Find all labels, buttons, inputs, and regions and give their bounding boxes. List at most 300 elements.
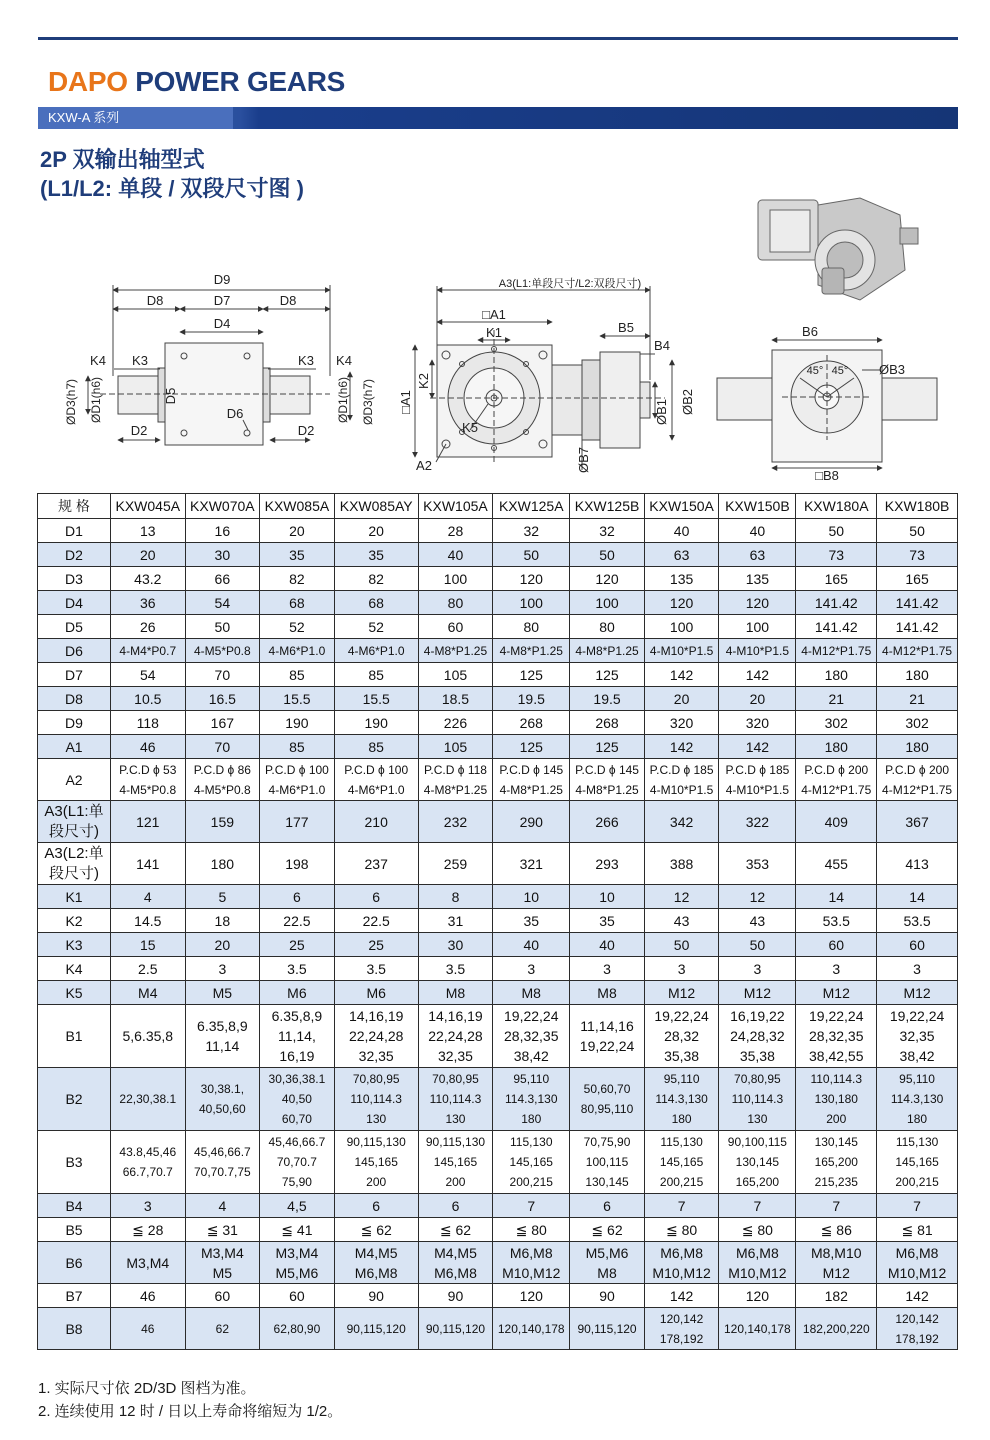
table-cell: 100	[570, 591, 645, 615]
table-cell: 21	[877, 687, 958, 711]
table-cell: 3	[493, 957, 570, 981]
table-cell: 7	[796, 1194, 877, 1218]
table-cell: 100	[644, 615, 719, 639]
table-cell: 10.5	[111, 687, 186, 711]
table-cell: 4-M10*P1.5	[644, 639, 719, 663]
table-cell: 16.5	[185, 687, 260, 711]
table-cell: 40	[418, 543, 493, 567]
table-cell: 82	[260, 567, 335, 591]
table-cell: 180	[185, 843, 260, 885]
table-row	[38, 687, 958, 711]
dim-k4-left: K4	[90, 353, 106, 368]
top-view-drawing	[717, 340, 937, 468]
table-cell: 19.5	[570, 687, 645, 711]
table-cell: 35	[570, 909, 645, 933]
table-cell: 95,110 114.3,130 180	[644, 1068, 719, 1131]
table-cell: 180	[877, 735, 958, 759]
table-cell: 90,115,120	[418, 1308, 493, 1350]
table-cell: 3	[111, 1194, 186, 1218]
table-cell: 21	[796, 687, 877, 711]
row-label: B1	[38, 1005, 111, 1068]
top-rule	[38, 37, 958, 40]
table-cell: 30,36,38.1 40,50 60,70	[260, 1068, 335, 1131]
table-cell: 180	[877, 663, 958, 687]
table-cell: M6	[334, 981, 418, 1005]
table-cell: 142	[644, 1284, 719, 1308]
table-cell: 182	[796, 1284, 877, 1308]
table-cell: 120	[719, 1284, 796, 1308]
table-cell: M3,M4	[111, 1242, 186, 1284]
table-cell: 80	[418, 591, 493, 615]
table-cell: 90,115,120	[334, 1308, 418, 1350]
model-header: KXW085A	[260, 494, 335, 519]
table-cell: 198	[260, 843, 335, 885]
table-row	[38, 801, 958, 843]
table-cell: 268	[570, 711, 645, 735]
table-cell: 46	[111, 1284, 186, 1308]
table-row	[38, 843, 958, 885]
table-row	[38, 1068, 958, 1131]
model-header: KXW105A	[418, 494, 493, 519]
table-cell: 63	[644, 543, 719, 567]
row-label: D1	[38, 519, 111, 543]
table-cell: 80	[570, 615, 645, 639]
table-cell: M6,M8 M10,M12	[493, 1242, 570, 1284]
table-cell: M6	[260, 981, 335, 1005]
table-cell: 50	[493, 543, 570, 567]
table-cell: 2.5	[111, 957, 186, 981]
dim-a1: □A1	[482, 307, 506, 322]
dim-d2-right: D2	[297, 423, 315, 438]
table-cell: M5	[185, 981, 260, 1005]
table-cell: 105	[418, 735, 493, 759]
table-row	[38, 663, 958, 687]
table-cell: 60	[796, 933, 877, 957]
table-cell: 12	[719, 885, 796, 909]
row-label: D6	[38, 639, 111, 663]
table-cell: 100	[418, 567, 493, 591]
table-cell: 22.5	[260, 909, 335, 933]
table-cell: 388	[644, 843, 719, 885]
table-cell: ≦ 86	[796, 1218, 877, 1242]
table-cell: 10	[570, 885, 645, 909]
table-cell: 50	[644, 933, 719, 957]
row-label: A1	[38, 735, 111, 759]
table-row	[38, 933, 958, 957]
table-cell: 165	[796, 567, 877, 591]
dim-b6: B6	[802, 324, 818, 339]
table-cell: 43	[719, 909, 796, 933]
table-cell: 5	[185, 885, 260, 909]
table-cell: 14.5	[111, 909, 186, 933]
table-cell: 30,38.1, 40,50,60	[185, 1068, 260, 1131]
table-cell: 130,145 165,200 215,235	[796, 1131, 877, 1194]
table-cell: 322	[719, 801, 796, 843]
row-label: A2	[38, 759, 111, 801]
table-cell: 35	[493, 909, 570, 933]
table-cell: 90	[570, 1284, 645, 1308]
model-header: KXW045A	[111, 494, 186, 519]
table-cell: 70,80,95 110,114.3 130	[719, 1068, 796, 1131]
dim-d6: D6	[226, 406, 244, 421]
dim-a3: A3(L1:单段尺寸/L2:双段尺寸)	[498, 278, 642, 290]
table-row	[38, 1131, 958, 1194]
row-label: B6	[38, 1242, 111, 1284]
table-cell: 54	[111, 663, 186, 687]
table-cell: 342	[644, 801, 719, 843]
table-cell: M4,M5 M6,M8	[418, 1242, 493, 1284]
table-cell: 3	[719, 957, 796, 981]
table-cell: 35	[260, 543, 335, 567]
table-cell: 70,75,90 100,115 130,145	[570, 1131, 645, 1194]
table-cell: 141	[111, 843, 186, 885]
table-cell: 50	[185, 615, 260, 639]
table-cell: P.C.D ϕ 145 4-M8*P1.25	[570, 759, 645, 801]
row-label: D2	[38, 543, 111, 567]
table-cell: 100	[493, 591, 570, 615]
table-cell: 321	[493, 843, 570, 885]
table-cell: ≦ 28	[111, 1218, 186, 1242]
table-cell: 232	[418, 801, 493, 843]
table-row	[38, 735, 958, 759]
note-1: 1. 实际尺寸依 2D/3D 图档为准。	[38, 1380, 256, 1397]
table-cell: 121	[111, 801, 186, 843]
table-cell: 6	[334, 885, 418, 909]
table-cell: 4-M6*P1.0	[334, 639, 418, 663]
dim-a1-vertical: □A1	[398, 390, 413, 414]
table-cell: 167	[185, 711, 260, 735]
dim-d7: D7	[213, 293, 231, 308]
table-cell: 4-M5*P0.8	[185, 639, 260, 663]
table-cell: 70,80,95 110,114.3 130	[334, 1068, 418, 1131]
table-cell: 62,80,90	[260, 1308, 335, 1350]
table-cell: 413	[877, 843, 958, 885]
table-cell: P.C.D ϕ 53 4-M5*P0.8	[111, 759, 186, 801]
dim-b8: □B8	[815, 468, 839, 483]
table-cell: 95,110 114.3,130 180	[877, 1068, 958, 1131]
table-cell: 120,142 178,192	[877, 1308, 958, 1350]
table-cell: 19,22,24 32,35 38,42	[877, 1005, 958, 1068]
table-cell: 120	[493, 1284, 570, 1308]
dim-d3-left: ØD3(h7)	[64, 378, 78, 426]
table-cell: M12	[877, 981, 958, 1005]
dim-d8-left: D8	[146, 293, 164, 308]
table-cell: ≦ 62	[334, 1218, 418, 1242]
angle-45-right: 45°	[831, 365, 849, 377]
note-2: 2. 连续使用 12 时 / 日以上寿命将缩短为 1/2。	[38, 1403, 343, 1420]
table-row	[38, 711, 958, 735]
table-row	[38, 615, 958, 639]
table-cell: 190	[334, 711, 418, 735]
table-cell: P.C.D ϕ 118 4-M8*P1.25	[418, 759, 493, 801]
table-cell: 320	[719, 711, 796, 735]
table-cell: ≦ 41	[260, 1218, 335, 1242]
table-cell: 19,22,24 28,32,35 38,42	[493, 1005, 570, 1068]
table-cell: 70,80,95 110,114.3 130	[418, 1068, 493, 1131]
table-cell: 11,14,16 19,22,24	[570, 1005, 645, 1068]
table-cell: 290	[493, 801, 570, 843]
table-cell: 14	[796, 885, 877, 909]
table-cell: P.C.D ϕ 100 4-M6*P1.0	[260, 759, 335, 801]
table-cell: M6,M8 M10,M12	[644, 1242, 719, 1284]
table-cell: 125	[570, 735, 645, 759]
table-cell: 4	[111, 885, 186, 909]
table-cell: 165	[877, 567, 958, 591]
table-cell: 3.5	[260, 957, 335, 981]
table-body	[38, 519, 958, 1350]
table-row	[38, 981, 958, 1005]
model-header: KXW125A	[493, 494, 570, 519]
table-cell: 45,46,66.7 70,70.7,75	[185, 1131, 260, 1194]
row-label: D3	[38, 567, 111, 591]
table-cell: M12	[644, 981, 719, 1005]
table-row	[38, 1218, 958, 1242]
table-cell: 293	[570, 843, 645, 885]
table-row	[38, 1005, 958, 1068]
table-cell: 353	[719, 843, 796, 885]
table-cell: 90,115,130 145,165 200	[418, 1131, 493, 1194]
table-cell: 177	[260, 801, 335, 843]
table-cell: 455	[796, 843, 877, 885]
angle-45-left: 45°	[806, 365, 824, 377]
gearbox-3d-image	[758, 198, 918, 300]
page-subtitle: (L1/L2: 单段 / 双段尺寸图 )	[40, 176, 305, 201]
table-cell: 85	[260, 663, 335, 687]
table-cell: 237	[334, 843, 418, 885]
spec-table	[37, 493, 958, 1350]
table-cell: 82	[334, 567, 418, 591]
table-row	[38, 957, 958, 981]
table-cell: 25	[260, 933, 335, 957]
table-cell: ≦ 62	[570, 1218, 645, 1242]
table-cell: 46	[111, 1308, 186, 1350]
table-cell: 4-M12*P1.75	[877, 639, 958, 663]
table-cell: 120,142 178,192	[644, 1308, 719, 1350]
table-cell: 141.42	[877, 591, 958, 615]
table-cell: 13	[111, 519, 186, 543]
table-cell: 3	[185, 957, 260, 981]
table-cell: 50	[877, 519, 958, 543]
table-cell: M4,M5 M6,M8	[334, 1242, 418, 1284]
table-row	[38, 1284, 958, 1308]
table-row	[38, 519, 958, 543]
table-cell: 142	[719, 735, 796, 759]
table-cell: 7	[877, 1194, 958, 1218]
dim-b4: B4	[654, 338, 670, 353]
table-row	[38, 759, 958, 801]
table-cell: 135	[644, 567, 719, 591]
table-cell: 142	[719, 663, 796, 687]
dim-k5: K5	[462, 420, 478, 435]
table-cell: 6.35,8,9 11,14	[185, 1005, 260, 1068]
table-cell: 18.5	[418, 687, 493, 711]
table-cell: ≦ 81	[877, 1218, 958, 1242]
table-cell: 302	[796, 711, 877, 735]
dim-d3-right: ØD3(h7)	[361, 378, 375, 426]
table-cell: 53.5	[796, 909, 877, 933]
table-cell: 14	[877, 885, 958, 909]
dim-b3: ØB3	[878, 362, 906, 377]
table-cell: 320	[644, 711, 719, 735]
table-cell: M4	[111, 981, 186, 1005]
table-cell: 53.5	[877, 909, 958, 933]
table-cell: 43.8,45,46 66.7,70.7	[111, 1131, 186, 1194]
table-cell: 142	[877, 1284, 958, 1308]
table-cell: 180	[796, 735, 877, 759]
table-cell: 50	[796, 519, 877, 543]
table-row	[38, 567, 958, 591]
table-cell: 120	[719, 591, 796, 615]
table-cell: 18	[185, 909, 260, 933]
table-cell: 52	[334, 615, 418, 639]
row-label: K2	[38, 909, 111, 933]
table-cell: M8	[570, 981, 645, 1005]
table-cell: 14,16,19 22,24,28 32,35	[334, 1005, 418, 1068]
table-cell: M5,M6 M8	[570, 1242, 645, 1284]
table-cell: 22.5	[334, 909, 418, 933]
table-cell: 190	[260, 711, 335, 735]
table-cell: M3,M4 M5,M6	[260, 1242, 335, 1284]
row-label: B8	[38, 1308, 111, 1350]
table-cell: 125	[493, 735, 570, 759]
table-cell: 6	[260, 885, 335, 909]
table-cell: 4-M8*P1.25	[418, 639, 493, 663]
table-cell: 7	[644, 1194, 719, 1218]
row-label: A3(L2:单 段尺寸)	[38, 843, 111, 885]
series-tab: KXW-A 系列	[38, 107, 233, 129]
row-label: K1	[38, 885, 111, 909]
table-cell: 85	[334, 663, 418, 687]
table-cell: 3	[570, 957, 645, 981]
table-cell: 20	[719, 687, 796, 711]
table-cell: 50,60,70 80,95,110	[570, 1068, 645, 1131]
table-cell: 266	[570, 801, 645, 843]
table-cell: 45,46,66.7 70,70.7 75,90	[260, 1131, 335, 1194]
dim-b1: ØB1	[654, 398, 669, 426]
table-cell: 68	[260, 591, 335, 615]
table-cell: 110,114.3 130,180 200	[796, 1068, 877, 1131]
table-cell: M12	[719, 981, 796, 1005]
table-cell: P.C.D ϕ 200 4-M12*P1.75	[877, 759, 958, 801]
table-cell: 409	[796, 801, 877, 843]
table-cell: 4-M6*P1.0	[260, 639, 335, 663]
table-cell: 90,115,120	[570, 1308, 645, 1350]
dim-k4-right: K4	[336, 353, 352, 368]
table-cell: 19,22,24 28,32,35 38,42,55	[796, 1005, 877, 1068]
dim-d1-right: ØD1(h6)	[336, 376, 350, 424]
dim-k2: K2	[416, 373, 431, 389]
table-cell: 36	[111, 591, 186, 615]
row-label: A3(L1:单 段尺寸)	[38, 801, 111, 843]
row-label: D8	[38, 687, 111, 711]
table-cell: 141.42	[796, 615, 877, 639]
table-cell: ≦ 80	[493, 1218, 570, 1242]
row-label: D5	[38, 615, 111, 639]
table-cell: P.C.D ϕ 100 4-M6*P1.0	[334, 759, 418, 801]
dim-d1-left: ØD1(h6)	[89, 376, 103, 424]
table-cell: 8	[418, 885, 493, 909]
table-cell: 6	[570, 1194, 645, 1218]
table-cell: ≦ 80	[719, 1218, 796, 1242]
table-cell: 302	[877, 711, 958, 735]
table-cell: 120	[493, 567, 570, 591]
model-header: KXW150B	[719, 494, 796, 519]
brand-logo: DAPO POWER GEARS	[48, 66, 346, 97]
table-cell: 32	[493, 519, 570, 543]
table-cell: 4-M8*P1.25	[570, 639, 645, 663]
table-cell: 259	[418, 843, 493, 885]
model-header: KXW180A	[796, 494, 877, 519]
table-cell: 80	[493, 615, 570, 639]
footnotes	[38, 1377, 342, 1423]
table-cell: 120	[570, 567, 645, 591]
table-cell: M8,M10 M12	[796, 1242, 877, 1284]
model-header: KXW085AY	[334, 494, 418, 519]
table-cell: ≦ 62	[418, 1218, 493, 1242]
table-cell: 30	[418, 933, 493, 957]
dim-k1: K1	[486, 325, 502, 340]
table-cell: 25	[334, 933, 418, 957]
table-cell: 40	[644, 519, 719, 543]
table-cell: 14,16,19 22,24,28 32,35	[418, 1005, 493, 1068]
table-cell: 3	[796, 957, 877, 981]
dim-b5: B5	[618, 320, 634, 335]
table-cell: 4-M4*P0.7	[111, 639, 186, 663]
table-cell: 85	[334, 735, 418, 759]
table-cell: 6	[418, 1194, 493, 1218]
table-cell: 4,5	[260, 1194, 335, 1218]
table-cell: 90	[418, 1284, 493, 1308]
table-cell: 20	[185, 933, 260, 957]
row-label: D9	[38, 711, 111, 735]
table-cell: 32	[570, 519, 645, 543]
table-cell: P.C.D ϕ 185 4-M10*P1.5	[644, 759, 719, 801]
table-row	[38, 1194, 958, 1218]
row-label: B4	[38, 1194, 111, 1218]
table-row	[38, 543, 958, 567]
table-cell: 28	[418, 519, 493, 543]
page-title: 2P 双输出轴型式	[40, 147, 205, 172]
table-cell: 60	[185, 1284, 260, 1308]
dim-k3-left: K3	[132, 353, 148, 368]
table-cell: 35	[334, 543, 418, 567]
table-cell: 22,30,38.1	[111, 1068, 186, 1131]
dimension-drawings	[0, 190, 990, 490]
table-cell: 20	[334, 519, 418, 543]
dim-b7: ØB7	[576, 446, 591, 474]
table-cell: M12	[796, 981, 877, 1005]
table-cell: 142	[644, 735, 719, 759]
table-cell: 19,22,24 28,32 35,38	[644, 1005, 719, 1068]
table-row	[38, 909, 958, 933]
table-cell: 50	[719, 933, 796, 957]
table-cell: 118	[111, 711, 186, 735]
row-label: K5	[38, 981, 111, 1005]
model-header: KXW150A	[644, 494, 719, 519]
table-cell: M8	[493, 981, 570, 1005]
table-cell: P.C.D ϕ 185 4-M10*P1.5	[719, 759, 796, 801]
table-cell: 6	[334, 1194, 418, 1218]
table-cell: 70	[185, 735, 260, 759]
header-label: 规 格	[38, 494, 111, 519]
table-cell: 60	[877, 933, 958, 957]
table-row	[38, 591, 958, 615]
table-cell: 43	[644, 909, 719, 933]
row-label: B2	[38, 1068, 111, 1131]
table-cell: 40	[493, 933, 570, 957]
table-cell: 20	[111, 543, 186, 567]
table-cell: 20	[260, 519, 335, 543]
